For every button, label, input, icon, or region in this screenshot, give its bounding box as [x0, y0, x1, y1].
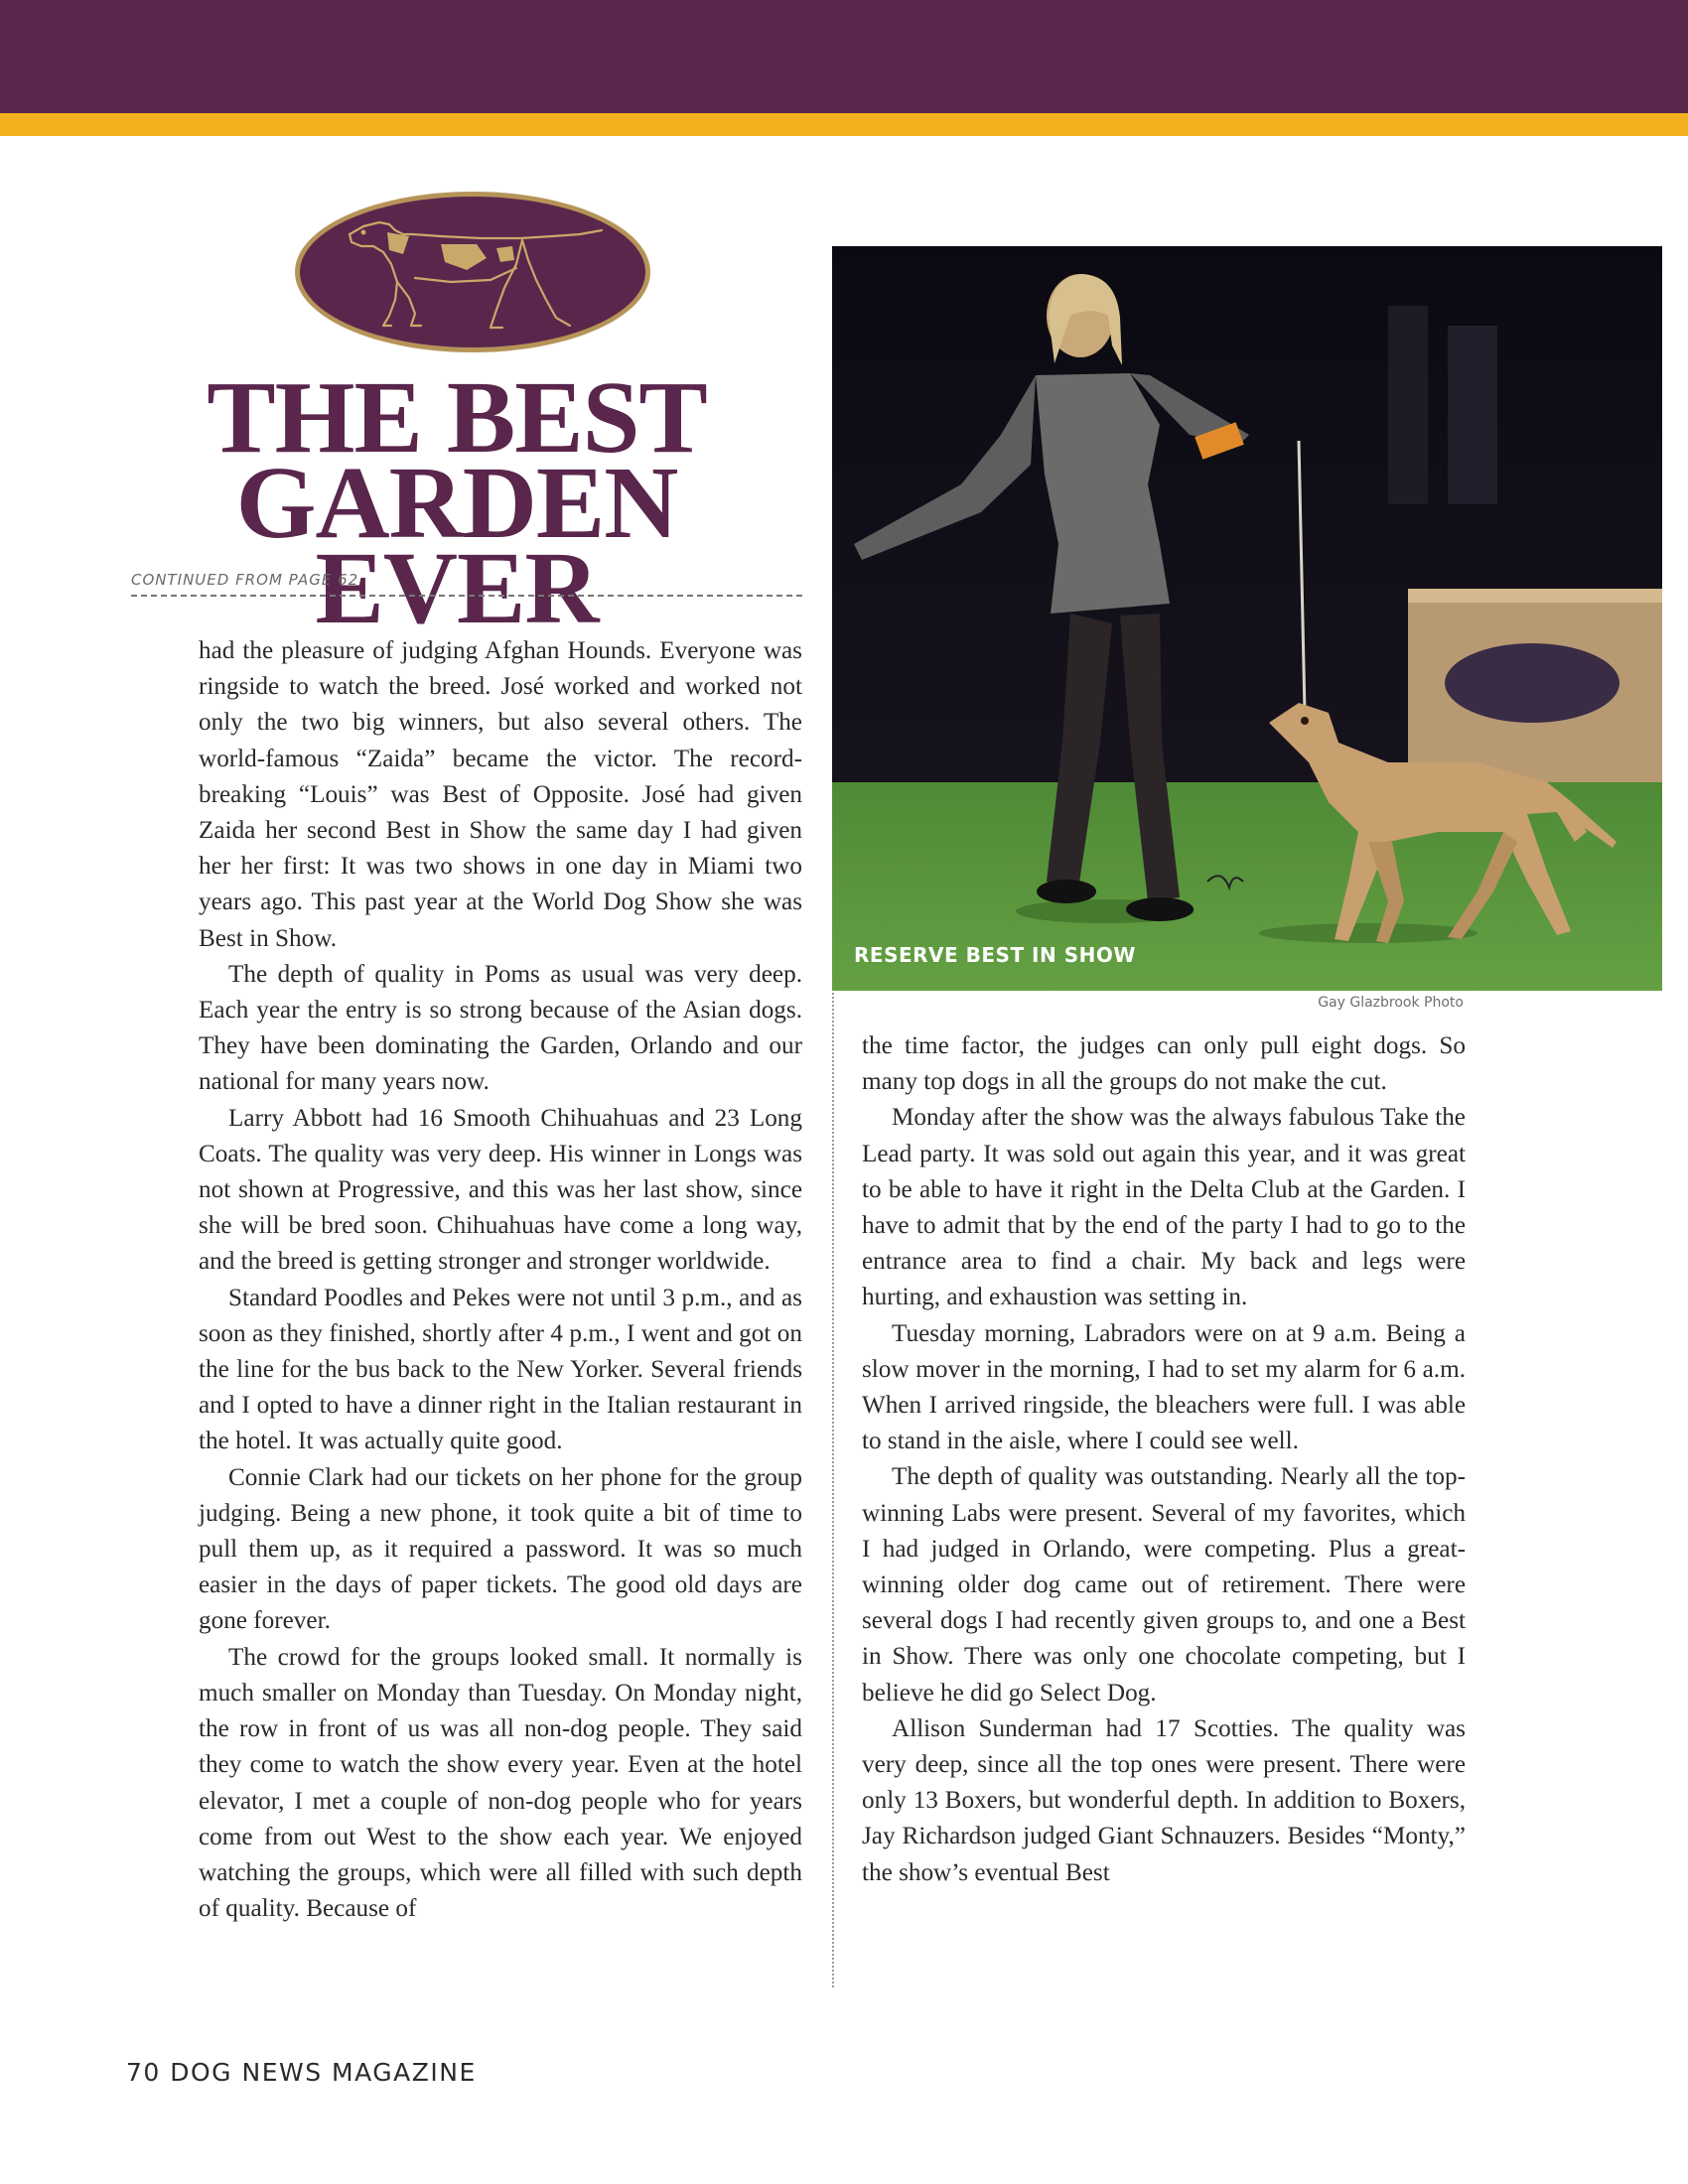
header-band [0, 0, 1688, 113]
paragraph: The crowd for the groups looked small. It normally is much smaller on Monday than Tuesday. On Monday night, the row in front of us was all non-dog people. They said they come to watch the show every year. Even at the hotel elevator, I met a couple of non-dog people who for years come from out West to the show each year. We enjoyed watching the groups, which were all filled with such depth of quality. Because of [199, 1643, 802, 1923]
article-column-left [199, 633, 802, 1927]
continued-from-label: CONTINUED FROM PAGE 62 [131, 571, 802, 597]
paragraph: Connie Clark had our tickets on her phone for the group judging. Being a new phone, it took quite a bit of time to pull them up, as it required a password. It was so much easier in the days of paper tickets. The good old days are gone forever. [199, 1463, 802, 1635]
paragraph: the time factor, the judges can only pull eight dogs. So many top dogs in all the groups do not make the cut. [862, 1032, 1466, 1096]
show-photo [832, 246, 1662, 991]
paragraph: Larry Abbott had 16 Smooth Chihuahuas and 23 Long Coats. The quality was very deep. His winner in Longs was not shown at Progressive, and this was her last show, since she will be bred soon. Chihuahuas have come a long way, and the breed is getting stronger and stronger worldwide. [199, 1104, 802, 1276]
paragraph: Monday after the show was the always fabulous Take the Lead party. It was sold out again this year, and it was great to be able to have it right in the Delta Club at the Garden. I have to admit that by the end of the party I had to go to the entrance area to find a chair. My back and legs were hurting, and exhaustion was setting in. [862, 1104, 1466, 1311]
headline-line-2: GARDEN EVER [235, 446, 678, 645]
photo-caption: RESERVE BEST IN SHOW [854, 943, 1136, 967]
paragraph: had the pleasure of judging Afghan Hounds. Everyone was ringside to watch the breed. José worked and worked not only the two big winners, but also several others. The world-famous “Zaida” became the victor. The record-breaking “Louis” was Best of Opposite. José had given Zaida her second Best in Show the same day I had given her her first: It was two shows in one day in Miami two years ago. This past year at the World Dog Show she was Best in Show. [199, 637, 802, 952]
column-divider [832, 993, 834, 1987]
article-column-right [862, 1028, 1466, 1891]
paragraph: The depth of quality was outstanding. Nearly all the top-winning Labs were present. Several of my favorites, which I had judged in Orlando, were competing. Plus a great-winning older dog came out of retirement. There were several dogs I had recently given groups to, and one a Best in Show. There was only one chocolate competing, but I believe he did go Select Dog. [862, 1463, 1466, 1706]
paragraph: Standard Poodles and Pekes were not until 3 p.m., and as soon as they finished, shortly after 4 p.m., I went and got on the line for the bus back to the New Yorker. Several friends and I opted to have a dinner right in the Italian restaurant in the hotel. It was actually quite good. [199, 1284, 802, 1455]
page-folio: 70 DOG NEWS MAGAZINE [126, 2058, 477, 2087]
pointer-dog-logo-icon [292, 189, 653, 355]
header-accent-stripe [0, 113, 1688, 136]
photo-credit: Gay Glazbrook Photo [1318, 995, 1464, 1011]
paragraph: Tuesday morning, Labradors were on at 9 a.m. Being a slow mover in the morning, I had to set my alarm for 6 a.m. When I arrived ringside, the bleachers were full. I was able to stand in the aisle, where I could see well. [862, 1319, 1466, 1455]
paragraph: Allison Sunderman had 17 Scotties. The quality was very deep, since all the top ones were present. There were only 13 Boxers, but wonderful depth. In addition to Boxers, Jay Richardson judged Giant Schnauzers. Besides “Monty,” the show’s eventual Best [862, 1714, 1466, 1886]
headline-line-1: THE BEST [207, 360, 707, 475]
paragraph: The depth of quality in Poms as usual was very deep. Each year the entry is so strong because of the Asian dogs. They have been dominating the Garden, Orlando and our national for many years now. [199, 960, 802, 1096]
